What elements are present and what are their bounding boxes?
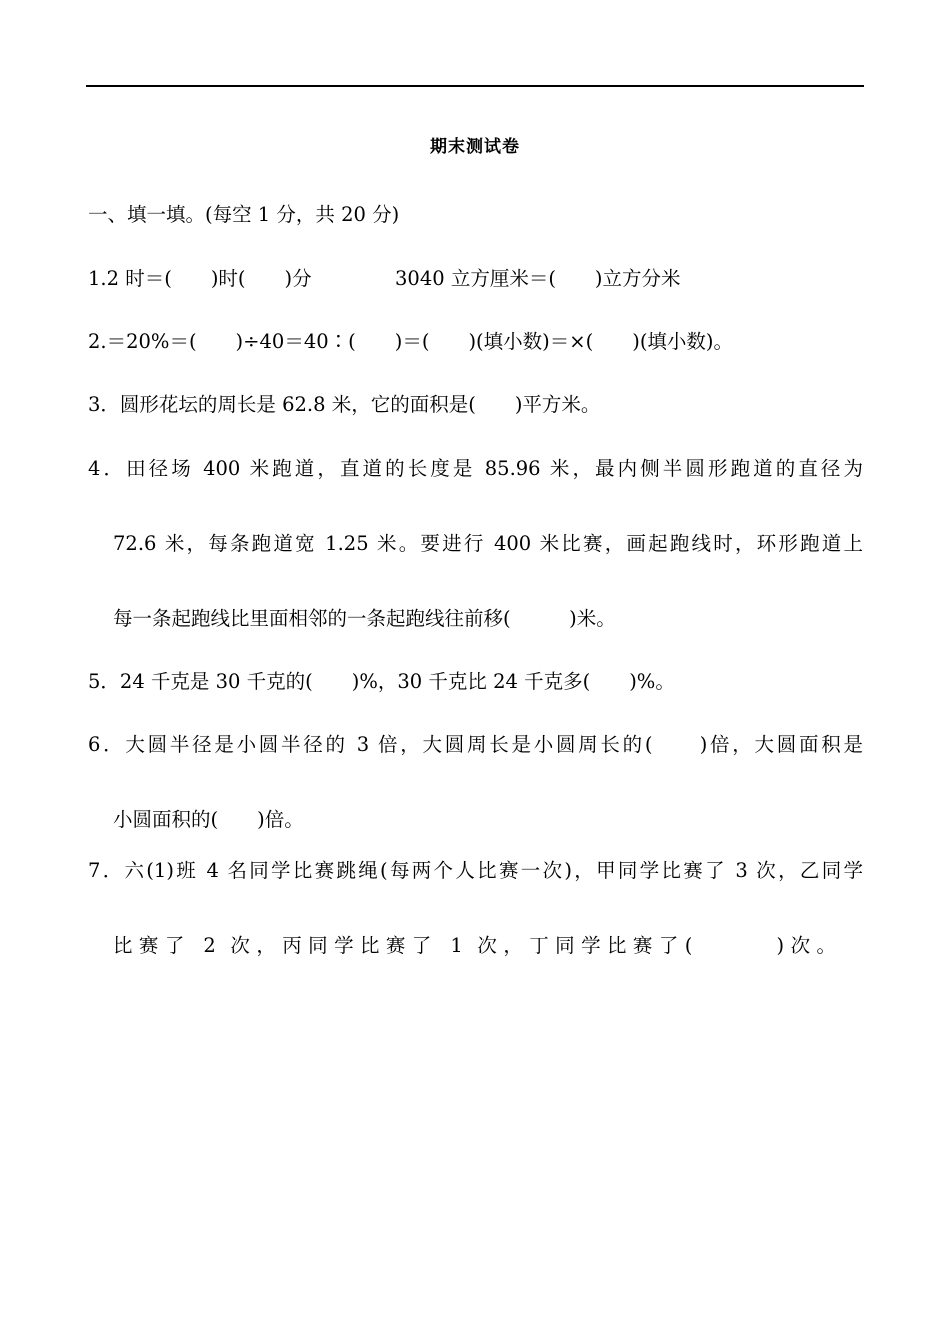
question-7-line-2: 比赛了 2 次，丙同学比赛了 1 次，丁同学比赛了( )次。 [113, 934, 838, 957]
header-rule [86, 85, 864, 87]
question-3: 3．圆形花坛的周长是 62.8 米，它的面积是( )平方米。 [88, 393, 601, 416]
question-4-line-1: 4．田径场 400 米跑道，直道的长度是 85.96 米，最内侧半圆形跑道的直径为 [88, 457, 863, 480]
question-1-volume: 3040 立方厘米＝( )立方分米 [395, 267, 681, 290]
section-heading: 一、填一填。(每空 1 分，共 20 分) [88, 203, 400, 226]
question-4-line-3: 每一条起跑线比里面相邻的一条起跑线往前移( )米。 [113, 607, 616, 630]
question-6-line-1: 6．大圆半径是小圆半径的 3 倍，大圆周长是小圆周长的( )倍，大圆面积是 [88, 733, 863, 756]
question-4-line-2: 72.6 米，每条跑道宽 1.25 米。要进行 400 米比赛，画起跑线时，环形跑道上 [113, 532, 863, 555]
page-title: 期末测试卷 [430, 137, 520, 157]
question-7-line-1: 7．六(1)班 4 名同学比赛跳绳(每两个人比赛一次)，甲同学比赛了 3 次，乙同学 [88, 859, 863, 882]
question-5: 5．24 千克是 30 千克的( )%，30 千克比 24 千克多( )%。 [88, 670, 675, 693]
question-2: 2.＝20%＝( )÷40＝40∶( )＝( )(填小数)＝×( )(填小数)。 [88, 330, 734, 353]
question-6-line-2: 小圆面积的( )倍。 [113, 808, 304, 831]
question-1-time: 1.2 时＝( )时( )分 [88, 267, 312, 290]
